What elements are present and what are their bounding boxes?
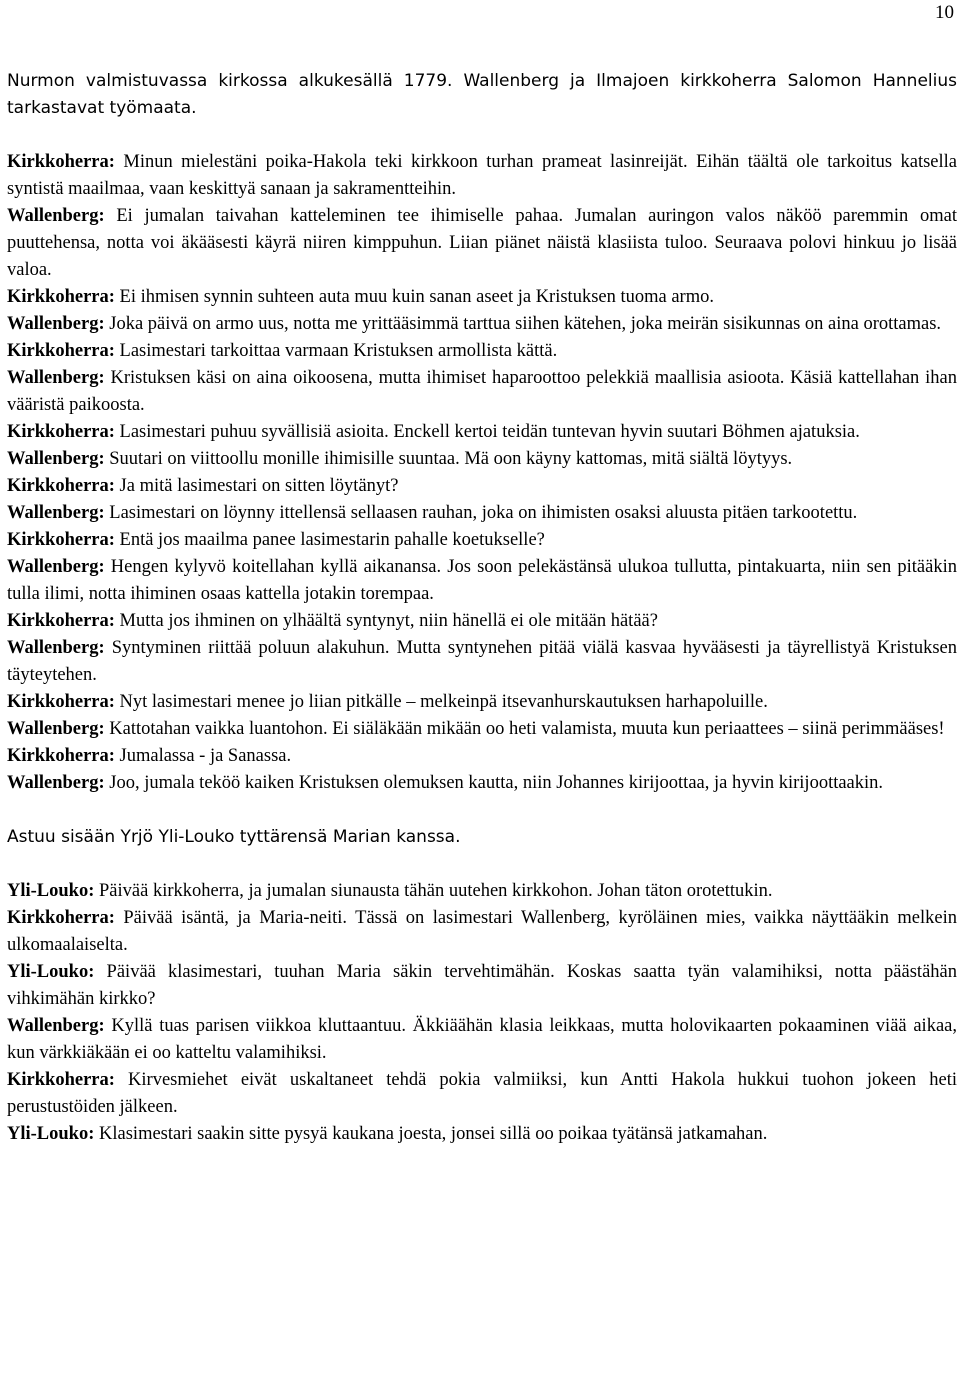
speaker-name: Kirkkoherra: xyxy=(7,341,115,361)
dialogue-text: Joka päivä on armo uus, notta me yrittääsimmä tarttua siihen kätehen, joka meirän sisikunnas on aina orottamas. xyxy=(104,314,942,334)
speaker-name: Kirkkoherra: xyxy=(7,908,115,928)
dialogue-line xyxy=(7,635,957,689)
speaker-name: Wallenberg: xyxy=(7,206,105,226)
dialogue-line xyxy=(7,770,957,797)
speaker-name: Wallenberg: xyxy=(7,314,105,334)
dialogue-line xyxy=(7,1121,957,1148)
dialogue-text: Kristuksen käsi on aina oikoosena, mutta ihimiset haparoottoo pelekkiä maallisia asioota. Käsiä kattellahan ihan vääristä paikoosta. xyxy=(7,368,957,415)
dialogue-line xyxy=(7,743,957,770)
speaker-name: Kirkkoherra: xyxy=(7,1070,115,1090)
dialogue-text: Kattotahan vaikka luantohon. Ei siäläkään mikään oo heti valamista, muuta kun periaattees – siinä perimmääses! xyxy=(104,719,945,739)
dialogue-line xyxy=(7,1013,957,1067)
stage-direction-text: Astuu sisään Yrjö Yli-Louko tyttärensä Marian kanssa. xyxy=(7,827,461,847)
speaker-name: Kirkkoherra: xyxy=(7,746,115,766)
speaker-name: Kirkkoherra: xyxy=(7,611,115,631)
dialogue-line xyxy=(7,419,957,446)
dialogue-text: Ei jumalan taivahan katteleminen tee ihimiselle pahaa. Jumalan auringon valos näköö paremmin omat puuttehensa, notta voi äkääsesti käyrä niiren kimppuhun. Liian piänet näistä klasiista tuloo. Seuraava polovi hinkuu jo lisää valoa. xyxy=(7,206,957,280)
speaker-name: Yli-Louko: xyxy=(7,1124,95,1144)
speaker-name: Kirkkoherra: xyxy=(7,476,115,496)
dialogue-line xyxy=(7,716,957,743)
dialogue-line xyxy=(7,689,957,716)
speaker-name: Wallenberg: xyxy=(7,449,105,469)
dialogue-line xyxy=(7,554,957,608)
dialogue-line xyxy=(7,149,957,203)
dialogue-line xyxy=(7,527,957,554)
dialogue-text: Päivää isäntä, ja Maria-neiti. Tässä on lasimestari Wallenberg, kyröläinen mies, vaikka näyttääkin melkein ulkomaalaiselta. xyxy=(7,908,957,955)
stage-direction-text: Nurmon valmistuvassa kirkossa alkukesällä 1779. Wallenberg ja Ilmajoen kirkkoherra Salomon Hannelius tarkastavat työmaata. xyxy=(7,71,957,118)
stage-direction xyxy=(7,68,957,122)
dialogue-line xyxy=(7,608,957,635)
speaker-name: Yli-Louko: xyxy=(7,881,95,901)
speaker-name: Kirkkoherra: xyxy=(7,530,115,550)
speaker-name: Yli-Louko: xyxy=(7,962,95,982)
dialogue-line xyxy=(7,1067,957,1121)
dialogue-line xyxy=(7,284,957,311)
dialogue-line xyxy=(7,311,957,338)
dialogue-line xyxy=(7,959,957,1013)
dialogue-line xyxy=(7,203,957,284)
dialogue-text: Kirvesmiehet eivät uskaltaneet tehdä pokia valmiiksi, kun Antti Hakola hukkui tuohon jokeen heti perustustöiden jälkeen. xyxy=(7,1070,957,1117)
dialogue-text: Ei ihmisen synnin suhteen auta muu kuin sanan aseet ja Kristuksen tuoma armo. xyxy=(114,287,714,307)
speaker-name: Kirkkoherra: xyxy=(7,422,115,442)
speaker-name: Wallenberg: xyxy=(7,557,105,577)
dialogue-text: Klasimestari saakin sitte pysyä kaukana joesta, jonsei sillä oo poikaa tyätänsä jatkamahan. xyxy=(94,1124,768,1144)
speaker-name: Kirkkoherra: xyxy=(7,692,115,712)
dialogue-line xyxy=(7,473,957,500)
speaker-name: Wallenberg: xyxy=(7,368,105,388)
dialogue-line xyxy=(7,878,957,905)
speaker-name: Wallenberg: xyxy=(7,503,105,523)
dialogue-text: Lasimestari puhuu syvällisiä asioita. Enckell kertoi teidän tuntevan hyvin suutari Böhmen ajatuksia. xyxy=(114,422,860,442)
dialogue-text: Lasimestari on löynny ittellensä sellaasen rauhan, joka on ihimisten osaksi aluusta pitäen tarkootettu. xyxy=(104,503,858,523)
speaker-name: Wallenberg: xyxy=(7,1016,105,1036)
paragraph-gap xyxy=(7,797,957,824)
dialogue-text: Kyllä tuas parisen viikkoa kluttaantuu. Äkkiäähän klasia leikkaas, mutta holovikaarten pokaaminen viää aikaa, kun värkkiäkään ei oo katteltu valamihiksi. xyxy=(7,1016,957,1063)
dialogue-text: Jumalassa - ja Sanassa. xyxy=(114,746,292,766)
dialogue-line xyxy=(7,365,957,419)
dialogue-line xyxy=(7,500,957,527)
page-number: 10 xyxy=(935,2,954,23)
dialogue-text: Ja mitä lasimestari on sitten löytänyt? xyxy=(114,476,399,496)
paragraph-gap xyxy=(7,122,957,149)
dialogue-text: Hengen kylyvö koitellahan kyllä aikanansa. Jos soon pelekästänsä ulukoa tullutta, pintakuarta, niin sen pitääkin tulla ilimi, notta ihiminen osaas kattella jotakin torempaa. xyxy=(7,557,957,604)
speaker-name: Wallenberg: xyxy=(7,638,105,658)
dialogue-text: Syntyminen riittää poluun alakuhun. Mutta syntynehen pitää viälä kasvaa hyvääsesti ja täyrellistyä Kristuksen täyteytehen. xyxy=(7,638,957,685)
dialogue-text: Mutta jos ihminen on ylhäältä syntynyt, niin hänellä ei ole mitään hätää? xyxy=(114,611,658,631)
paragraph-gap xyxy=(7,851,957,878)
dialogue-text: Lasimestari tarkoittaa varmaan Kristuksen armollista kättä. xyxy=(114,341,558,361)
dialogue-line xyxy=(7,338,957,365)
dialogue-text: Entä jos maailma panee lasimestarin pahalle koetukselle? xyxy=(114,530,545,550)
dialogue-text: Joo, jumala teköö kaiken Kristuksen olemuksen kautta, niin Johannes kirijoottaa, ja hyvin kirijoottaakin. xyxy=(104,773,884,793)
dialogue-line xyxy=(7,905,957,959)
speaker-name: Wallenberg: xyxy=(7,719,105,739)
stage-direction xyxy=(7,824,957,851)
dialogue-text: Nyt lasimestari menee jo liian pitkälle – melkeinpä itsevanhurskautuksen harhapoluille. xyxy=(114,692,768,712)
dialogue-text: Päivää kirkkoherra, ja jumalan siunausta tähän uutehen kirkkohon. Johan täton orotettukin. xyxy=(94,881,773,901)
dialogue-text: Suutari on viittoollu monille ihimisille suuntaa. Mä oon käyny kattomas, mitä siältä löytyys. xyxy=(104,449,793,469)
speaker-name: Kirkkoherra: xyxy=(7,152,115,172)
document-body xyxy=(7,68,957,1148)
dialogue-text: Minun mielestäni poika-Hakola teki kirkkoon turhan prameat lasinreijät. Eihän täältä ole tarkoitus katsella syntistä maailmaa, vaan keskittyä sanaan ja sakramentteihin. xyxy=(7,152,957,199)
dialogue-text: Päivää klasimestari, tuuhan Maria säkin tervehtimähän. Koskas saatta tyän valamihiksi, notta päästähän vihkimähän kirkko? xyxy=(7,962,957,1009)
speaker-name: Wallenberg: xyxy=(7,773,105,793)
dialogue-line xyxy=(7,446,957,473)
speaker-name: Kirkkoherra: xyxy=(7,287,115,307)
